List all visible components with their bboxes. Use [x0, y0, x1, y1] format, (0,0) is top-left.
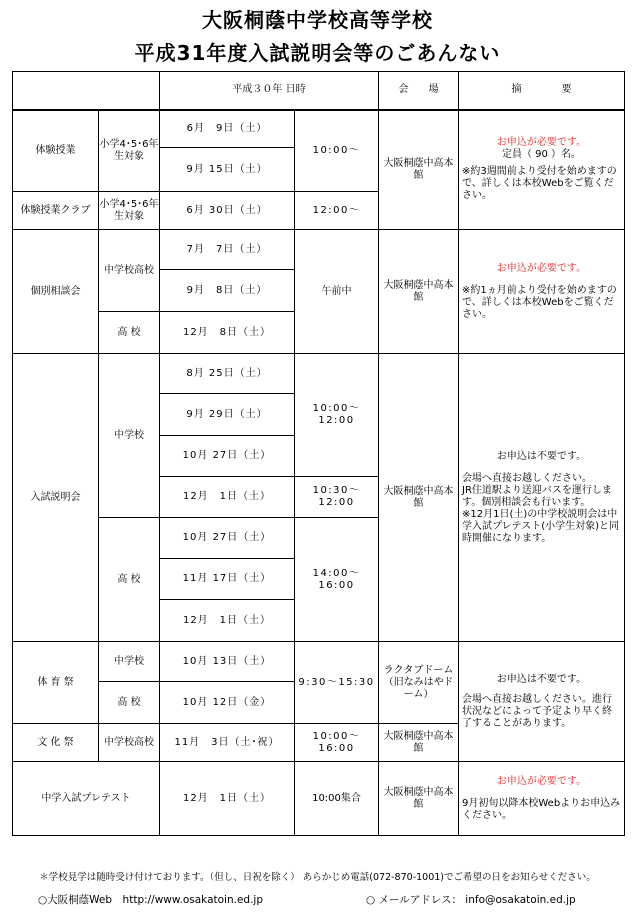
note-taiiku-free: お申込は不要です。 [496, 673, 587, 685]
date-bunka: 11月 3日（土･祝） [160, 724, 295, 762]
note-setsumei-free: お申込は不要です。 [496, 450, 587, 462]
note-taiiku [459, 642, 625, 762]
date-pretest: 12月 1日（土） [160, 762, 295, 836]
time-bunka: 10:00～16:00 [295, 724, 379, 762]
time-pretest: 10:00集合 [295, 762, 379, 836]
target-setsumei-1: 中学校 [99, 354, 160, 518]
page-title: 平成31年度入試説明会等のごあんない [134, 41, 501, 65]
note-taiiku-detail: 会場へ直接お越しください。進行状況などによって予定より早く終了することがあります。 [462, 693, 612, 729]
note-pretest-detail: 9月初旬以降本校Webよりお申込みください。 [462, 797, 621, 821]
category-taiken: 体験授業 [13, 110, 99, 192]
date-taiiku-2: 10月 12日（金） [160, 682, 295, 724]
note-kobetsu [459, 230, 625, 354]
note-kobetsu-detail: ※約1ヵ月前より受付を始めますので、詳しくは本校Webをご覧ください。 [462, 284, 617, 320]
note-setsumei-bus: JR住道駅より送迎バスを運行します。個別相談会も行います。 [462, 484, 612, 508]
date-club: 6月 30日（土） [160, 192, 295, 230]
note-taiken [459, 110, 625, 230]
visit-notice: ＊学校見学は随時受け付けております。（但し、日祝を除く） あらかじめ電話(072-870-1001)でご希望の日をお知らせください。 [39, 872, 596, 883]
category-club: 体験授業クラブ [13, 192, 99, 230]
date-kobetsu-2: 9月 8日（土） [160, 270, 295, 312]
date-taiken-1: 6月 9日（土） [160, 110, 295, 148]
date-setsumei-7: 12月 1日（土） [160, 600, 295, 642]
target-taiken: 小学4･5･6年生対象 [99, 110, 160, 192]
header-venue: 会 場 [379, 72, 459, 110]
note-kobetsu-required: お申込が必要です。 [496, 262, 587, 274]
category-taiiku: 体 育 祭 [13, 642, 99, 724]
date-setsumei-1: 8月 25日（土） [160, 354, 295, 394]
note-setsumei [459, 354, 625, 642]
date-setsumei-3: 10月 27日（土） [160, 436, 295, 477]
date-setsumei-6: 11月 17日（土） [160, 559, 295, 600]
target-setsumei-2: 高 校 [99, 518, 160, 642]
category-pretest: 中学入試プレテスト [13, 762, 160, 836]
date-kobetsu-1: 7月 7日（土） [160, 230, 295, 270]
target-taiiku-2: 高 校 [99, 682, 160, 724]
note-setsumei-pretest: ※12月1日(土)の中学校説明会は中学入試プレテスト(小学生対象)と同時開催になります。 [462, 508, 620, 544]
header-datetime: 平成３０年 日時 [160, 72, 379, 110]
category-kobetsu: 個別相談会 [13, 230, 99, 354]
target-kobetsu-2: 高 校 [99, 312, 160, 354]
target-bunka: 中学校高校 [99, 724, 160, 762]
time-setsumei-1: 10:00～12:00 [295, 354, 379, 477]
note-taiken-capacity: 定員（ 90 ）名。 [501, 149, 582, 161]
venue-taiken: 大阪桐蔭中高本館 [379, 110, 459, 230]
website-link[interactable]: ○大阪桐蔭Web http://www.osakatoin.ed.jp [38, 894, 264, 906]
category-bunka: 文 化 祭 [13, 724, 99, 762]
time-taiken: 10:00～ [295, 110, 379, 192]
header-note: 摘 要 [459, 72, 625, 110]
date-setsumei-4: 12月 1日（土） [160, 477, 295, 518]
category-setsumei: 入試説明会 [13, 354, 99, 642]
time-club: 12:00～ [295, 192, 379, 230]
date-taiken-2: 9月 15日（土） [160, 148, 295, 192]
email-address[interactable]: ○ メールアドレス： info@osakatoin.ed.jp [366, 894, 576, 906]
note-pretest-required: お申込が必要です。 [496, 775, 587, 787]
note-taiken-detail: ※約3週間前より受付を始めますので、詳しくは本校Webをご覧ください。 [462, 166, 617, 202]
venue-bunka: 大阪桐蔭中高本館 [379, 724, 459, 762]
target-club: 小学4･5･6年生対象 [99, 192, 160, 230]
note-pretest [459, 762, 625, 836]
target-kobetsu-1: 中学校高校 [99, 230, 160, 312]
date-kobetsu-3: 12月 8日（土） [160, 312, 295, 354]
venue-pretest: 大阪桐蔭中高本館 [379, 762, 459, 836]
school-title: 大阪桐蔭中学校高等学校 [202, 8, 433, 32]
date-taiiku-1: 10月 13日（土） [160, 642, 295, 682]
note-setsumei-direct: 会場へ直接お越しください。 [462, 472, 592, 484]
venue-taiiku: ラクタブドーム（旧なみはやドーム） [379, 642, 459, 724]
date-setsumei-2: 9月 29日（土） [160, 394, 295, 436]
time-taiiku: 9:30～15:30 [295, 642, 379, 724]
venue-kobetsu: 大阪桐蔭中高本館 [379, 230, 459, 354]
schedule-table [12, 71, 625, 836]
date-setsumei-5: 10月 27日（土） [160, 518, 295, 559]
time-setsumei-2: 10:30～12:00 [295, 477, 379, 518]
time-kobetsu: 午前中 [295, 230, 379, 354]
target-taiiku-1: 中学校 [99, 642, 160, 682]
venue-setsumei: 大阪桐蔭中高本館 [379, 354, 459, 642]
note-taiken-required: お申込が必要です。 [496, 137, 587, 149]
header-blank [13, 72, 160, 110]
time-setsumei-3: 14:00～16:00 [295, 518, 379, 642]
